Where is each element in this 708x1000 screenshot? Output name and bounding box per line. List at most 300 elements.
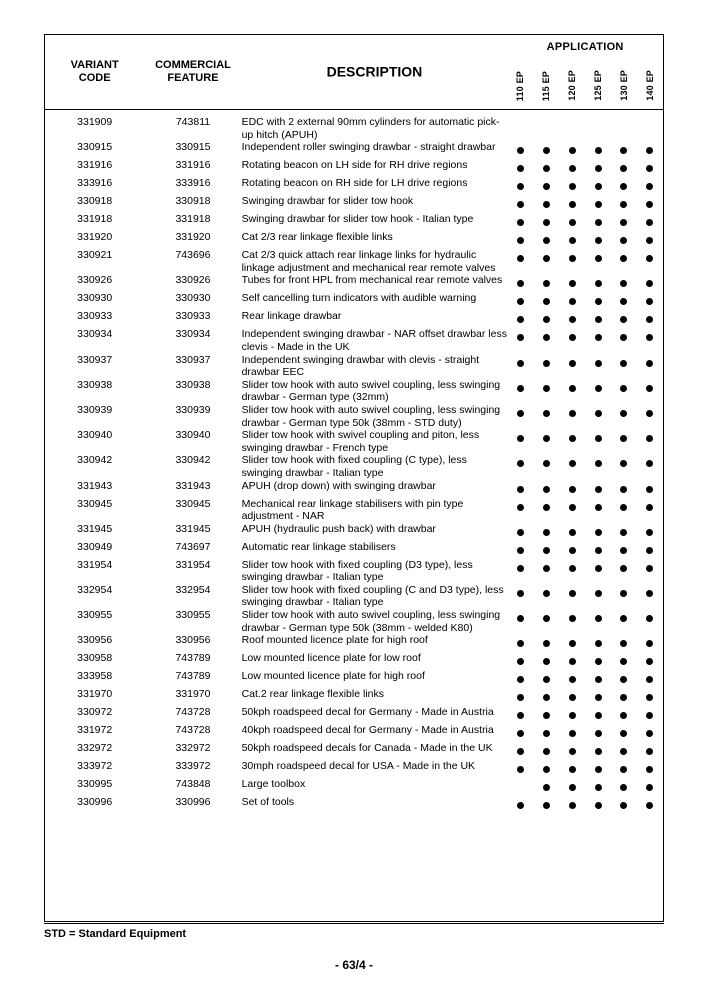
header-application: APPLICATION	[546, 41, 624, 53]
cell-variant-code: 331918	[77, 213, 113, 226]
cell-application-3	[585, 354, 611, 379]
application-dot-icon	[517, 435, 524, 442]
cell-application-0	[507, 670, 533, 688]
application-dot-icon	[543, 802, 550, 809]
cell-application-3	[585, 706, 611, 724]
cell-application-2	[559, 480, 585, 498]
cell-application-5	[637, 328, 663, 353]
cell-application-4	[611, 249, 637, 274]
cell-description: Slider tow hook with auto swivel coupling, less swinging drawbar - German type 50k (38mm - welded K80)	[241, 609, 501, 634]
cell-application-1	[533, 498, 559, 523]
cell-commercial-feature: 330930	[175, 292, 211, 305]
cell-description: EDC with 2 external 90mm cylinders for automatic pick-up hitch (APUH)	[241, 116, 500, 141]
application-dot-icon	[517, 504, 524, 511]
cell-application-0	[507, 404, 533, 429]
cell-application-1	[533, 706, 559, 724]
application-dot-icon	[517, 529, 524, 536]
application-dot-icon	[569, 435, 576, 442]
cell-application-5	[637, 454, 663, 479]
cell-commercial-feature: 333972	[175, 760, 211, 773]
cell-application-1	[533, 760, 559, 778]
table-body	[45, 116, 663, 814]
cell-variant-code: 330915	[77, 141, 113, 154]
cell-application-2	[559, 584, 585, 609]
application-dot-icon	[517, 385, 524, 392]
application-dot-icon	[517, 486, 524, 493]
header-app-col-3-label: 125 EP	[593, 70, 604, 101]
application-dot-icon	[620, 658, 627, 665]
application-dot-icon	[620, 590, 627, 597]
application-dot-icon	[620, 547, 627, 554]
cell-application-1	[533, 274, 559, 292]
cell-application-3	[585, 213, 611, 231]
cell-application-5	[637, 141, 663, 159]
application-dot-icon	[569, 183, 576, 190]
cell-application-0	[507, 195, 533, 213]
table-row	[45, 195, 663, 213]
cell-application-4	[611, 404, 637, 429]
application-dot-icon	[543, 280, 550, 287]
cell-commercial-feature: 330933	[175, 310, 211, 323]
application-dot-icon	[543, 712, 550, 719]
application-dot-icon	[620, 748, 627, 755]
cell-commercial-feature: 743696	[175, 249, 211, 262]
application-dot-icon	[646, 802, 653, 809]
table-row	[45, 541, 663, 559]
application-dot-icon	[646, 730, 653, 737]
application-dot-icon	[620, 504, 627, 511]
application-dot-icon	[646, 316, 653, 323]
cell-application-1	[533, 609, 559, 634]
application-dot-icon	[620, 410, 627, 417]
cell-application-3	[585, 454, 611, 479]
cell-application-1	[533, 310, 559, 328]
cell-application-2	[559, 796, 585, 814]
application-dot-icon	[646, 486, 653, 493]
application-dot-icon	[646, 766, 653, 773]
cell-commercial-feature: 330942	[175, 454, 211, 467]
application-dot-icon	[569, 504, 576, 511]
application-dot-icon	[543, 334, 550, 341]
cell-commercial-feature: 330939	[175, 403, 211, 416]
application-dot-icon	[620, 201, 627, 208]
application-dot-icon	[620, 280, 627, 287]
application-dot-icon	[569, 590, 576, 597]
cell-commercial-feature: 330937	[175, 353, 211, 366]
cell-application-4	[611, 523, 637, 541]
cell-application-0	[507, 760, 533, 778]
cell-application-1	[533, 177, 559, 195]
cell-application-3	[585, 742, 611, 760]
application-dot-icon	[517, 565, 524, 572]
application-dot-icon	[646, 460, 653, 467]
application-dot-icon	[543, 640, 550, 647]
cell-commercial-feature: 330938	[175, 378, 211, 391]
application-dot-icon	[517, 615, 524, 622]
application-dot-icon	[620, 460, 627, 467]
application-dot-icon	[569, 712, 576, 719]
cell-variant-code: 332972	[77, 742, 113, 755]
cell-application-5	[637, 609, 663, 634]
cell-application-5	[637, 541, 663, 559]
application-dot-icon	[517, 712, 524, 719]
header-commercial-feature-line2: FEATURE	[167, 72, 219, 84]
application-dot-icon	[569, 255, 576, 262]
cell-application-2	[559, 213, 585, 231]
application-dot-icon	[543, 201, 550, 208]
cell-application-1	[533, 652, 559, 670]
cell-application-2	[559, 429, 585, 454]
cell-application-5	[637, 796, 663, 814]
cell-application-1	[533, 159, 559, 177]
cell-variant-code: 332954	[77, 583, 113, 596]
cell-application-0	[507, 634, 533, 652]
cell-application-3	[585, 760, 611, 778]
application-dot-icon	[620, 435, 627, 442]
cell-variant-code: 331954	[77, 558, 113, 571]
cell-application-4	[611, 634, 637, 652]
application-dot-icon	[569, 529, 576, 536]
cell-application-1	[533, 634, 559, 652]
cell-description: Roof mounted licence plate for high roof	[241, 634, 428, 647]
cell-variant-code: 330918	[77, 195, 113, 208]
application-dot-icon	[517, 676, 524, 683]
cell-description: Swinging drawbar for slider tow hook	[241, 195, 414, 208]
cell-description: Cat 2/3 quick attach rear linkage links for hydraulic linkage adjustment and mechanical rear remote valves	[241, 249, 496, 274]
application-dot-icon	[569, 165, 576, 172]
table-row	[45, 354, 663, 379]
table-row	[45, 292, 663, 310]
application-dot-icon	[543, 658, 550, 665]
cell-application-5	[637, 195, 663, 213]
application-dot-icon	[543, 435, 550, 442]
cell-application-1	[533, 231, 559, 249]
cell-commercial-feature: 331916	[175, 159, 211, 172]
header-commercial-feature	[144, 35, 241, 110]
cell-application-4	[611, 429, 637, 454]
header-description	[242, 35, 508, 110]
cell-application-1	[533, 213, 559, 231]
application-dot-icon	[646, 147, 653, 154]
cell-commercial-feature: 332972	[175, 742, 211, 755]
cell-application-3	[585, 724, 611, 742]
cell-commercial-feature: 331970	[175, 688, 211, 701]
cell-application-3	[585, 498, 611, 523]
cell-variant-code: 330938	[77, 378, 113, 391]
cell-application-2	[559, 498, 585, 523]
cell-description: Low mounted licence plate for low roof	[241, 652, 421, 665]
cell-description: 50kph roadspeed decal for Germany - Made in Austria	[241, 706, 494, 719]
cell-commercial-feature: 330934	[175, 328, 211, 341]
cell-application-5	[637, 249, 663, 274]
cell-application-5	[637, 724, 663, 742]
cell-variant-code: 331909	[77, 116, 113, 128]
application-dot-icon	[543, 590, 550, 597]
application-dot-icon	[569, 486, 576, 493]
application-dot-icon	[595, 410, 602, 417]
application-dot-icon	[595, 255, 602, 262]
application-dot-icon	[646, 504, 653, 511]
cell-application-1	[533, 195, 559, 213]
application-dot-icon	[620, 730, 627, 737]
cell-variant-code: 330972	[77, 706, 113, 719]
cell-application-4	[611, 454, 637, 479]
application-dot-icon	[517, 802, 524, 809]
header-app-col-4	[611, 59, 637, 110]
application-dot-icon	[646, 237, 653, 244]
cell-application-2	[559, 249, 585, 274]
application-dot-icon	[517, 590, 524, 597]
cell-commercial-feature: 743789	[175, 670, 211, 683]
cell-commercial-feature: 743811	[175, 116, 211, 128]
application-dot-icon	[620, 766, 627, 773]
application-dot-icon	[543, 316, 550, 323]
cell-application-0	[507, 559, 533, 584]
cell-application-2	[559, 116, 585, 141]
application-dot-icon	[646, 435, 653, 442]
cell-application-5	[637, 688, 663, 706]
cell-application-2	[559, 379, 585, 404]
application-dot-icon	[569, 766, 576, 773]
cell-application-2	[559, 195, 585, 213]
application-dot-icon	[543, 147, 550, 154]
cell-application-0	[507, 724, 533, 742]
table-row	[45, 559, 663, 584]
cell-description: 30mph roadspeed decal for USA - Made in the UK	[241, 760, 476, 773]
table-row	[45, 778, 663, 796]
application-dot-icon	[543, 460, 550, 467]
application-dot-icon	[595, 360, 602, 367]
cell-application-5	[637, 584, 663, 609]
cell-application-3	[585, 141, 611, 159]
application-dot-icon	[646, 565, 653, 572]
application-dot-icon	[595, 694, 602, 701]
cell-variant-code: 331970	[77, 688, 113, 701]
application-dot-icon	[517, 183, 524, 190]
cell-application-2	[559, 760, 585, 778]
cell-application-3	[585, 670, 611, 688]
table-row	[45, 724, 663, 742]
cell-application-1	[533, 523, 559, 541]
application-dot-icon	[595, 298, 602, 305]
cell-application-1	[533, 354, 559, 379]
cell-application-5	[637, 559, 663, 584]
application-dot-icon	[595, 565, 602, 572]
application-dot-icon	[595, 385, 602, 392]
cell-application-4	[611, 742, 637, 760]
application-dot-icon	[517, 360, 524, 367]
cell-variant-code: 330933	[77, 310, 113, 323]
application-dot-icon	[620, 316, 627, 323]
application-dot-icon	[569, 748, 576, 755]
cell-application-1	[533, 724, 559, 742]
application-dot-icon	[646, 334, 653, 341]
application-dot-icon	[595, 712, 602, 719]
application-dot-icon	[543, 547, 550, 554]
cell-application-0	[507, 231, 533, 249]
cell-application-3	[585, 559, 611, 584]
table-row	[45, 454, 663, 479]
application-dot-icon	[569, 694, 576, 701]
application-dot-icon	[517, 410, 524, 417]
cell-application-0	[507, 541, 533, 559]
cell-application-0	[507, 354, 533, 379]
cell-commercial-feature: 331943	[175, 479, 211, 492]
cell-application-3	[585, 328, 611, 353]
application-dot-icon	[620, 255, 627, 262]
application-dot-icon	[517, 219, 524, 226]
application-dot-icon	[646, 280, 653, 287]
cell-application-0	[507, 429, 533, 454]
application-dot-icon	[620, 486, 627, 493]
application-dot-icon	[517, 201, 524, 208]
cell-application-3	[585, 541, 611, 559]
cell-commercial-feature: 332954	[175, 583, 211, 596]
cell-variant-code: 330939	[77, 403, 113, 416]
application-dot-icon	[620, 147, 627, 154]
application-dot-icon	[595, 486, 602, 493]
application-dot-icon	[543, 748, 550, 755]
cell-description: APUH (hydraulic push back) with drawbar	[241, 522, 436, 535]
cell-commercial-feature: 333916	[175, 177, 211, 190]
cell-application-3	[585, 523, 611, 541]
cell-application-4	[611, 584, 637, 609]
cell-application-4	[611, 724, 637, 742]
application-dot-icon	[517, 658, 524, 665]
cell-application-5	[637, 404, 663, 429]
cell-application-4	[611, 559, 637, 584]
cell-application-3	[585, 379, 611, 404]
table-row	[45, 231, 663, 249]
cell-application-1	[533, 584, 559, 609]
table-row	[45, 177, 663, 195]
cell-description: Independent swinging drawbar - NAR offset drawbar less clevis - Made in the UK	[241, 328, 507, 353]
cell-description: Slider tow hook with fixed coupling (C type), less swinging drawbar - Italian type	[241, 454, 467, 479]
application-dot-icon	[517, 766, 524, 773]
footer-divider	[44, 923, 664, 924]
application-dot-icon	[517, 280, 524, 287]
application-dot-icon	[595, 147, 602, 154]
application-dot-icon	[517, 165, 524, 172]
cell-application-3	[585, 480, 611, 498]
table-row	[45, 328, 663, 353]
application-dot-icon	[569, 784, 576, 791]
cell-application-0	[507, 177, 533, 195]
cell-application-1	[533, 796, 559, 814]
application-dot-icon	[595, 748, 602, 755]
application-dot-icon	[595, 529, 602, 536]
table-row	[45, 742, 663, 760]
cell-variant-code: 330996	[77, 796, 113, 809]
application-dot-icon	[620, 183, 627, 190]
header-app-col-4-label: 130 EP	[618, 70, 629, 101]
table-row	[45, 213, 663, 231]
application-dot-icon	[569, 565, 576, 572]
application-dot-icon	[543, 237, 550, 244]
cell-application-4	[611, 609, 637, 634]
application-dot-icon	[543, 486, 550, 493]
cell-application-1	[533, 559, 559, 584]
cell-commercial-feature: 331954	[175, 558, 211, 571]
application-dot-icon	[620, 615, 627, 622]
cell-application-2	[559, 454, 585, 479]
header-description-label: DESCRIPTION	[326, 63, 423, 80]
application-dot-icon	[646, 529, 653, 536]
header-app-col-2	[559, 59, 585, 110]
cell-application-4	[611, 310, 637, 328]
table-row	[45, 404, 663, 429]
cell-application-0	[507, 454, 533, 479]
cell-application-3	[585, 231, 611, 249]
cell-application-0	[507, 778, 533, 796]
application-dot-icon	[595, 658, 602, 665]
cell-application-0	[507, 213, 533, 231]
application-dot-icon	[569, 298, 576, 305]
table-row	[45, 706, 663, 724]
cell-application-4	[611, 706, 637, 724]
cell-application-4	[611, 778, 637, 796]
cell-application-3	[585, 652, 611, 670]
application-dot-icon	[569, 676, 576, 683]
table-row	[45, 159, 663, 177]
cell-application-4	[611, 670, 637, 688]
application-dot-icon	[620, 298, 627, 305]
header-app-col-0-label: 110 EP	[515, 70, 526, 101]
cell-application-4	[611, 498, 637, 523]
cell-commercial-feature: 330940	[175, 429, 211, 442]
application-dot-icon	[646, 360, 653, 367]
table-row	[45, 379, 663, 404]
application-dot-icon	[569, 730, 576, 737]
application-dot-icon	[620, 385, 627, 392]
table-row	[45, 609, 663, 634]
header-variant-code-line2: CODE	[78, 72, 111, 84]
table-row	[45, 249, 663, 274]
cell-application-4	[611, 116, 637, 141]
options-table-grid	[45, 35, 663, 984]
application-dot-icon	[620, 640, 627, 647]
cell-application-4	[611, 231, 637, 249]
cell-variant-code: 330940	[77, 429, 113, 442]
application-dot-icon	[543, 385, 550, 392]
cell-application-1	[533, 454, 559, 479]
cell-application-0	[507, 480, 533, 498]
cell-variant-code: 330958	[77, 652, 113, 665]
cell-application-3	[585, 688, 611, 706]
cell-application-2	[559, 141, 585, 159]
application-dot-icon	[620, 712, 627, 719]
table-row	[45, 498, 663, 523]
application-dot-icon	[543, 615, 550, 622]
cell-application-3	[585, 249, 611, 274]
application-dot-icon	[569, 316, 576, 323]
cell-description: Independent roller swinging drawbar - straight drawbar	[241, 141, 496, 154]
cell-variant-code: 330930	[77, 292, 113, 305]
application-dot-icon	[569, 547, 576, 554]
application-dot-icon	[543, 255, 550, 262]
table-row	[45, 652, 663, 670]
application-dot-icon	[595, 435, 602, 442]
cell-application-5	[637, 498, 663, 523]
cell-application-2	[559, 541, 585, 559]
cell-commercial-feature: 330996	[175, 796, 211, 809]
cell-application-3	[585, 404, 611, 429]
cell-application-4	[611, 379, 637, 404]
page-number: - 63/4 -	[334, 958, 373, 972]
cell-application-4	[611, 274, 637, 292]
cell-commercial-feature: 330918	[175, 195, 211, 208]
cell-description: Mechanical rear linkage stabilisers with pin type adjustment - NAR	[241, 497, 464, 523]
